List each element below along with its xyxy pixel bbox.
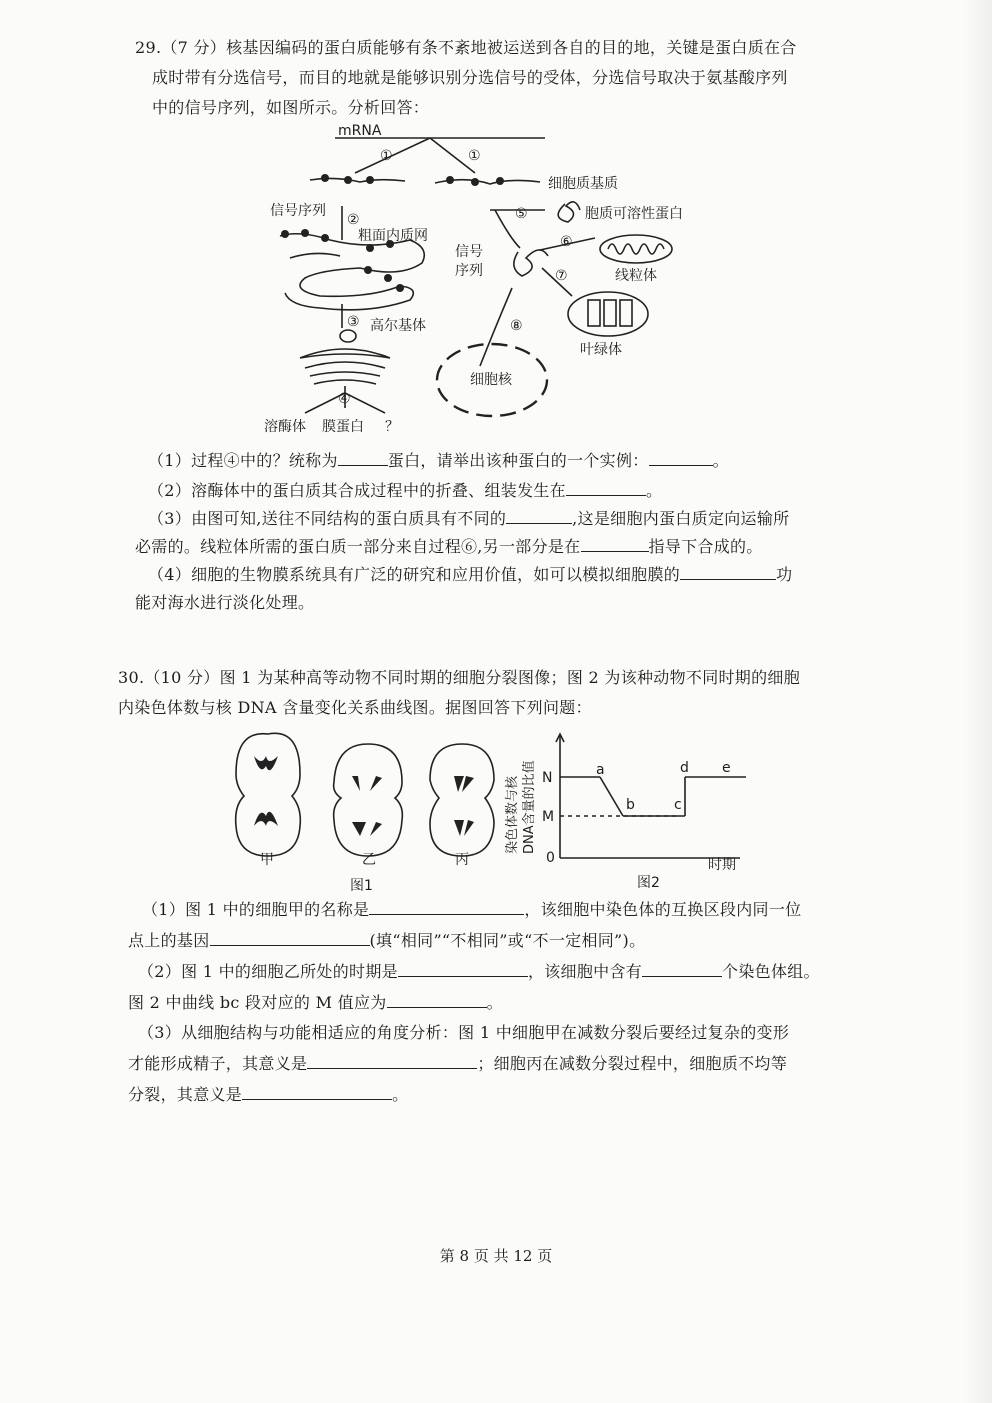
signal-seq2-line1: 信号 — [455, 244, 483, 260]
q30-sub2-blank-3[interactable] — [387, 989, 487, 1008]
q30-sub2-text-e: 。 — [486, 993, 503, 1012]
membrane-protein-label: 膜蛋白 — [322, 419, 364, 435]
step6-label: ⑥ — [560, 234, 573, 250]
q30-sub1-blank-1[interactable] — [369, 896, 524, 915]
signal-seq2-line2: 序列 — [455, 263, 483, 279]
cytosol-label: 细胞质基质 — [548, 176, 618, 192]
q30-sub2-text-a: （2）图 1 中的细胞乙所处的时期是 — [138, 962, 398, 981]
q29-sub1-blank-1[interactable] — [338, 447, 388, 466]
mitochondrion-label: 线粒体 — [615, 268, 657, 284]
q29-sub3-blank-1[interactable] — [506, 505, 572, 524]
cell-yi-label: 乙 — [362, 852, 376, 868]
q29-sub3-text-c: 必需的。线粒体所需的蛋白质一部分来自过程⑥,另一部分是在 — [135, 537, 581, 556]
step2-label: ② — [347, 212, 360, 228]
q29-sub1-blank-2[interactable] — [649, 447, 713, 466]
q30-sub3-text-d: 分裂，其意义是 — [128, 1085, 243, 1104]
q29-sub4-blank[interactable] — [680, 561, 776, 580]
q29-sub4-text-b: 功 — [776, 565, 793, 584]
q30-sub1-text-d: (填“相同”“不相同”或“不一定相同”)。 — [369, 931, 646, 950]
segment-ab — [600, 777, 623, 816]
q30-sub1-text-b: ，该细胞中染色体的互换区段内同一位 — [524, 900, 802, 919]
point-e-label: e — [722, 760, 731, 776]
q29-sub1 — [148, 446, 729, 476]
q29-sub1-text-b: 蛋白，请举出该种蛋白的一个实例： — [387, 451, 649, 470]
q30-sub1-line1 — [142, 895, 801, 925]
signal-sequence-label: 信号序列 — [270, 203, 326, 219]
q30-line-1: 30.（10 分）图 1 为某种高等动物不同时期的细胞分裂图像；图 2 为该种动物不同时期的细胞 — [118, 668, 800, 687]
q30-sub3-line3 — [128, 1080, 408, 1110]
q29-sub2 — [148, 476, 662, 506]
q30-sub2-blank-2[interactable] — [642, 958, 722, 977]
q30-sub2-text-c: 个染色体组。 — [722, 962, 820, 981]
tick-0-label: 0 — [546, 850, 555, 866]
q30-sub1-blank-2[interactable] — [210, 927, 370, 946]
q29-line-1: 29.（7 分）核基因编码的蛋白质能够有条不紊地被运送到各自的目的地，关键是蛋白质在合 — [135, 38, 797, 57]
scan-edge-shadow — [964, 0, 992, 1403]
point-c-label: c — [674, 797, 682, 813]
protein-sorting-diagram — [250, 118, 720, 446]
cell-jia-label: 甲 — [260, 852, 274, 868]
q30-sub3-line2 — [128, 1049, 787, 1079]
figure2-caption: 图2 — [637, 875, 660, 891]
q30-sub3-text-e: 。 — [392, 1085, 409, 1104]
mrna-label: mRNA — [338, 123, 382, 139]
q29-sub1-text-c: 。 — [712, 451, 729, 470]
y-axis-label-line1: 染色体数与核 — [505, 775, 520, 854]
q29-sub4-line1 — [148, 560, 792, 590]
golgi-label: 高尔基体 — [370, 318, 426, 334]
q29-sub3-text-d: 指导下合成的。 — [648, 537, 763, 556]
q30-sub2-blank-1[interactable] — [398, 958, 528, 977]
tick-m-label: M — [542, 809, 555, 825]
q30-sub3-blank-1[interactable] — [307, 1050, 477, 1069]
step3-label: ③ — [347, 314, 360, 330]
q29-sub3-line2 — [135, 532, 763, 562]
step5-label: ⑤ — [515, 206, 528, 222]
q29-sub2-blank[interactable] — [566, 477, 646, 496]
q29-sub3-blank-2[interactable] — [581, 533, 649, 552]
step8-label: ⑧ — [510, 318, 523, 334]
point-b-label: b — [626, 797, 635, 813]
q30-line-2: 内染色体数与核 DNA 含量变化关系曲线图。据图回答下列问题： — [118, 698, 592, 717]
page-footer: 第 8 页 共 12 页 — [439, 1247, 553, 1265]
figure1-cell-division — [230, 726, 510, 896]
point-d-label: d — [680, 760, 689, 776]
rough-er-label: 粗面内质网 — [358, 228, 428, 244]
q30-sub2-text-d: 图 2 中曲线 bc 段对应的 M 值应为 — [128, 993, 387, 1012]
cell-bing-label: 丙 — [455, 852, 469, 868]
q30-sub1-text-c: 点上的基因 — [128, 931, 210, 950]
q30-sub2-line2 — [128, 988, 503, 1018]
q30-sub3-line1: （3）从细胞结构与功能相适应的角度分析：图 1 中细胞甲在减数分裂后要经过复杂的变形 — [138, 1023, 790, 1042]
chloroplast-label: 叶绿体 — [580, 342, 622, 358]
q29-sub2-text-b: 。 — [645, 481, 663, 500]
q30-sub2-line1 — [138, 957, 820, 987]
cytosolic-protein-label: 胞质可溶性蛋白 — [585, 206, 683, 222]
q29-sub3-line1 — [148, 504, 789, 534]
question-mark-label: ？ — [385, 419, 399, 435]
nucleus-label: 细胞核 — [470, 372, 512, 388]
figure2-ratio-chart — [500, 722, 760, 892]
q29-sub2-text-a: （2）溶酶体中的蛋白质其合成过程中的折叠、组装发生在 — [148, 481, 566, 500]
q30-sub3-blank-2[interactable] — [242, 1081, 392, 1100]
q30-sub1-text-a: （1）图 1 中的细胞甲的名称是 — [142, 900, 370, 919]
step4-label: ④ — [338, 391, 351, 407]
point-a-label: a — [596, 762, 605, 778]
x-axis-label: 时期 — [708, 857, 736, 873]
q29-sub4-text-a: （4）细胞的生物膜系统具有广泛的研究和应用价值，如可以模拟细胞膜的 — [148, 565, 681, 584]
y-axis-label-line2: DNA含量的比值 — [522, 760, 537, 854]
lysosome-label: 溶酶体 — [264, 419, 306, 435]
q30-sub1-line2 — [128, 926, 645, 956]
tick-n-label: N — [542, 770, 553, 786]
q30-sub3-text-c: ；细胞丙在减数分裂过程中，细胞质不均等 — [477, 1054, 788, 1073]
step1-right-label: ① — [468, 148, 481, 164]
step7-label: ⑦ — [555, 268, 568, 284]
q29-line-3: 中的信号序列，如图所示。分析回答： — [152, 98, 430, 117]
step1-left-label: ① — [380, 148, 393, 164]
figure1-caption: 图1 — [350, 878, 373, 894]
q29-line-2: 成时带有分选信号，而目的地就是能够识别分选信号的受体，分选信号取决于氨基酸序列 — [152, 68, 788, 87]
q29-sub3-text-a: （3）由图可知,送往不同结构的蛋白质具有不同的 — [148, 509, 507, 528]
q29-sub4-line2: 能对海水进行淡化处理。 — [135, 593, 315, 612]
q29-sub1-text-a: （1）过程④中的？统称为 — [148, 451, 338, 470]
q29-sub3-text-b: ,这是细胞内蛋白质定向运输所 — [572, 509, 790, 528]
q30-sub2-text-b: ，该细胞中含有 — [527, 962, 643, 981]
q30-sub3-text-b: 才能形成精子，其意义是 — [128, 1054, 308, 1073]
